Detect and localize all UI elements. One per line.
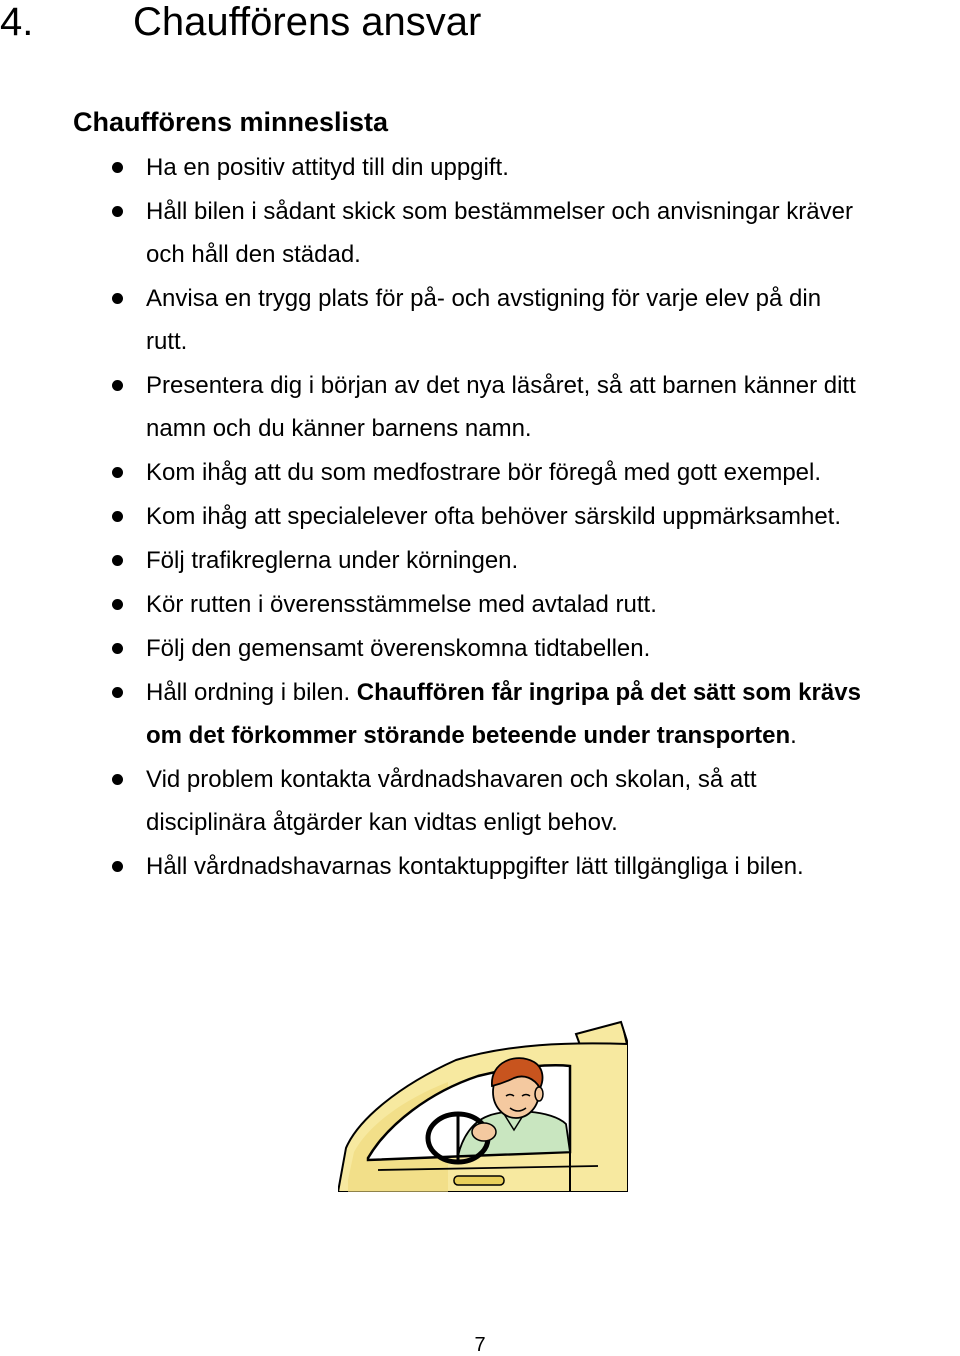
bullet-icon bbox=[112, 467, 123, 478]
bullet-icon bbox=[112, 643, 123, 654]
taxi-driver-illustration bbox=[338, 1020, 628, 1192]
list-item-text: Vid problem kontakta vårdnadshavaren och skolan, så att bbox=[146, 766, 757, 793]
list-item-text bbox=[146, 714, 960, 757]
list-item bbox=[0, 146, 960, 189]
bullet-icon bbox=[112, 599, 123, 610]
list-item-text: Presentera dig i början av det nya läsåret, så att barnen känner ditt bbox=[146, 372, 856, 399]
bullet-icon bbox=[112, 162, 123, 173]
list-item bbox=[0, 671, 960, 757]
chapter-title: Chaufförens ansvar bbox=[133, 0, 482, 44]
list-item bbox=[0, 277, 960, 363]
list-item-plain-text: . bbox=[790, 722, 797, 749]
list-item-bold-text: om det förkommer störande beteende under transporten bbox=[146, 722, 791, 749]
chapter-heading bbox=[0, 0, 481, 44]
list-item-text: Håll vårdnadshavarnas kontaktuppgifter lätt tillgängliga i bilen. bbox=[146, 853, 804, 880]
bullet-icon bbox=[112, 861, 123, 872]
list-item bbox=[0, 451, 960, 494]
list-item bbox=[0, 190, 960, 276]
section-heading: Chaufförens minneslista bbox=[73, 107, 389, 137]
list-item-text: Håll bilen i sådant skick som bestämmelser och anvisningar kräver bbox=[146, 198, 853, 225]
bullet-icon bbox=[112, 206, 123, 217]
list-item-bold-text: Chauffören får ingripa på det sätt som krävs bbox=[356, 679, 861, 706]
bullet-icon bbox=[112, 511, 123, 522]
list-item bbox=[0, 845, 960, 888]
list-item-plain-text: Håll ordning i bilen. bbox=[146, 679, 351, 706]
list-item bbox=[0, 583, 960, 626]
bullet-icon bbox=[112, 555, 123, 566]
list-item bbox=[0, 539, 960, 582]
list-item bbox=[0, 758, 960, 844]
list-item-text: Kom ihåg att specialelever ofta behöver särskild uppmärksamhet. bbox=[146, 503, 842, 530]
chapter-number: 4. bbox=[0, 0, 34, 44]
list-item-text: Kör rutten i överensstämmelse med avtalad rutt. bbox=[146, 591, 657, 618]
list-item-text: Anvisa en trygg plats för på- och avstigning för varje elev på din bbox=[146, 285, 822, 312]
page-number: 7 bbox=[474, 1334, 486, 1356]
list-item-text: och håll den städad. bbox=[146, 241, 361, 268]
list-item bbox=[0, 627, 960, 670]
list-item-text: namn och du känner barnens namn. bbox=[146, 415, 532, 442]
checklist bbox=[0, 146, 960, 889]
list-item bbox=[0, 495, 960, 538]
list-item-text: Ha en positiv attityd till din uppgift. bbox=[146, 154, 509, 181]
list-item-text: rutt. bbox=[146, 328, 188, 355]
bullet-icon bbox=[112, 380, 123, 391]
bullet-icon bbox=[112, 687, 123, 698]
list-item-text bbox=[146, 671, 960, 714]
list-item bbox=[0, 364, 960, 450]
list-item-text: disciplinära åtgärder kan vidtas enligt behov. bbox=[146, 809, 618, 836]
bullet-icon bbox=[112, 293, 123, 304]
bullet-icon bbox=[112, 774, 123, 785]
list-item-text: Följ den gemensamt överenskomna tidtabellen. bbox=[146, 635, 651, 662]
list-item-text: Kom ihåg att du som medfostrare bör föregå med gott exempel. bbox=[146, 459, 822, 486]
list-item-text: Följ trafikreglerna under körningen. bbox=[146, 547, 519, 574]
